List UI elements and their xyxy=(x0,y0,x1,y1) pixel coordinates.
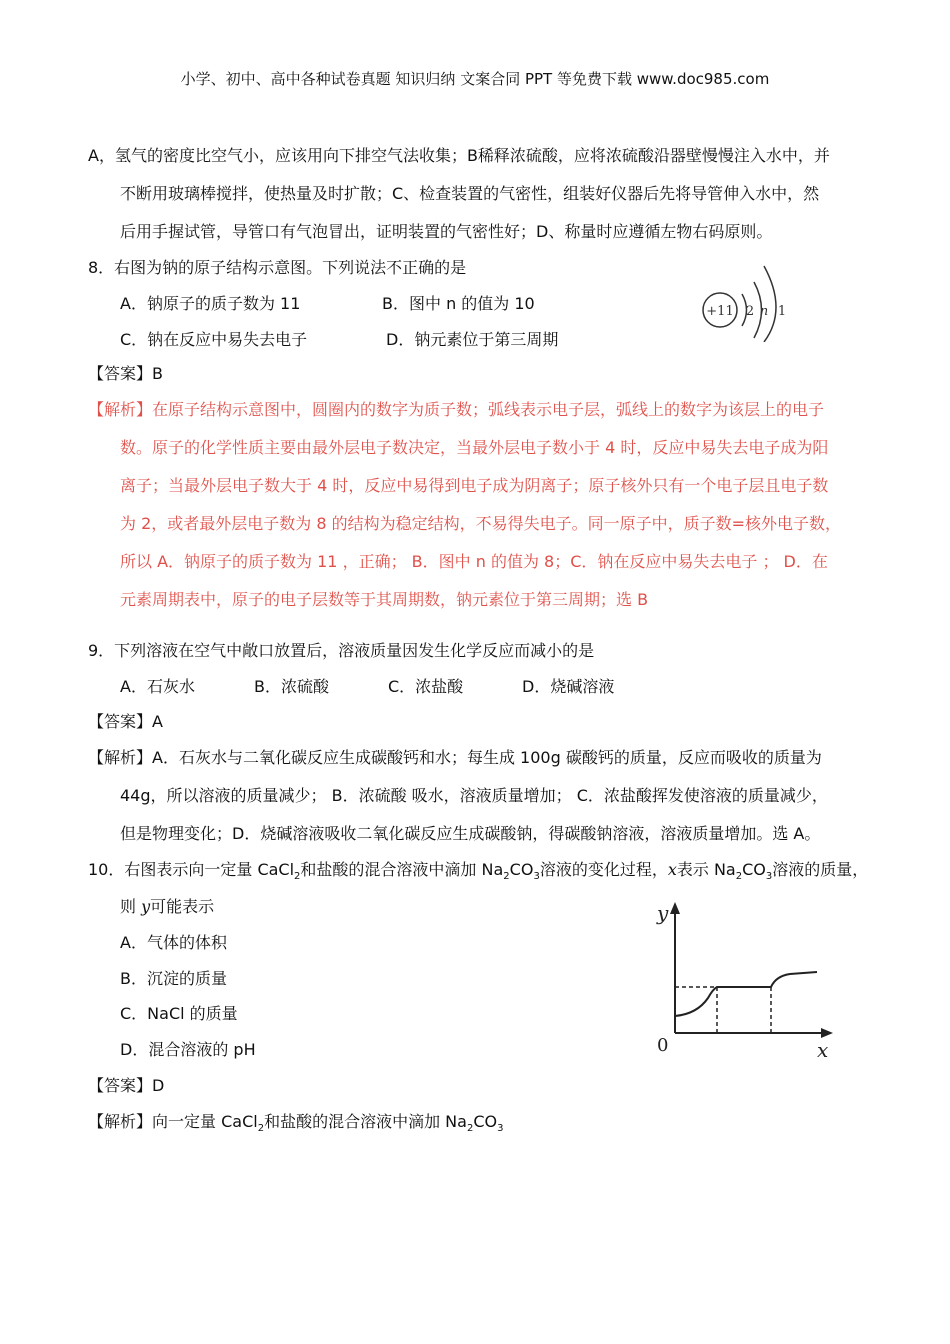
q10-option-d: D．混合溶液的 pH xyxy=(120,1040,256,1059)
q10-analysis-sub-2b: 2 xyxy=(466,1123,474,1135)
q10-stem-sub-2c: 2 xyxy=(735,871,743,883)
q10-option-a: A．气体的体积 xyxy=(120,933,227,952)
q10-stem-part-1: 10．右图表示向一定量 CaCl xyxy=(88,860,295,879)
q7-explanation-line-3: 后用手握试管，导管口有气泡冒出，证明装置的气密性好；D、称量时应遵循左物右码原则。 xyxy=(120,222,773,241)
q8-analysis-line-4: 为 2，或者最外层电子数为 8 的结构为稳定结构，不易得失电子。同一原子中，质子数=核外电子数， xyxy=(120,514,842,533)
y-axis-arrow xyxy=(670,902,680,914)
q10-stem-part-3: CO xyxy=(509,860,534,879)
q8-analysis-line-3: 离子；当最外层电子数大于 4 时，反应中易得到电子成为阴离子；原子核外只有一个电子层且电子数 xyxy=(120,476,829,495)
q8-option-a: A．钠原子的质子数为 11 xyxy=(120,294,301,313)
q9-answer: 【答案】A xyxy=(88,712,163,731)
q10-stem-line-1 xyxy=(88,860,868,887)
q10-stem-part-2: 和盐酸的混合溶液中滴加 Na xyxy=(300,860,504,879)
q10-stem-x-var: x xyxy=(667,860,677,879)
q7-explanation-line-2: 不断用玻璃棒搅拌，使热量及时扩散；C、检查装置的气密性，组装好仪器后先将导管伸入水中，然 xyxy=(120,184,820,203)
nucleus-label: +11 xyxy=(706,304,734,319)
sodium-atom-diagram xyxy=(698,262,798,342)
q10-stem-part-6: CO xyxy=(742,860,766,879)
q9-analysis-line-2: 44g，所以溶液的质量减少； B．浓硫酸 吸水，溶液质量增加； C．浓盐酸挥发使溶液的质量减少， xyxy=(120,786,828,805)
q10-analysis-part-3: CO xyxy=(473,1112,498,1131)
x-axis-label: x xyxy=(817,1038,829,1062)
q8-analysis-line-5: 所以 A．钠原子的质子数为 11 ，正确； B．图中 n 的值为 8；C．钠在反应中易失去电子 ； D．在 xyxy=(120,552,828,571)
q10-analysis-sub-2: 2 xyxy=(257,1123,265,1135)
q8-option-c: C．钠在反应中易失去电子 xyxy=(120,330,308,349)
q8-option-d: D．钠元素位于第三周期 xyxy=(386,330,559,349)
q8-analysis-line-6: 元素周期表中，原子的电子层数等于其周期数，钠元素位于第三周期；选 B xyxy=(120,590,649,609)
origin-label: 0 xyxy=(657,1035,669,1056)
q10-analysis-sub-3: 3 xyxy=(497,1123,504,1135)
q10-stem-part-5: 表示 Na xyxy=(676,860,736,879)
q8-option-b: B．图中 n 的值为 10 xyxy=(382,294,535,313)
q10-stem-sub-3: 3 xyxy=(533,871,540,883)
q10-stem-sub-2: 2 xyxy=(294,871,301,883)
shell-2-count: n xyxy=(759,304,769,319)
q10-analysis-line-1 xyxy=(88,1112,503,1139)
x-axis-arrow xyxy=(821,1028,833,1038)
q10-stem-sub-2b: 2 xyxy=(503,871,510,883)
page-header: 小学、初中、高中各种试卷真题 知识归纳 文案合同 PPT 等免费下载 www.doc985.com xyxy=(180,70,770,88)
q9-analysis-line-3: 但是物理变化；D．烧碱溶液吸收二氧化碳反应生成碳酸钠，得碳酸钠溶液，溶液质量增加。选 A。 xyxy=(120,824,821,843)
q8-stem: 8．右图为钠的原子结构示意图。下列说法不正确的是 xyxy=(88,258,467,277)
ph-curve xyxy=(675,972,817,1016)
q10-option-c: C．NaCl 的质量 xyxy=(120,1004,238,1023)
shell-1-count: 2 xyxy=(745,304,755,319)
q10-stem-sub-3b: 3 xyxy=(765,871,773,883)
q10-graph xyxy=(645,898,840,1063)
q10-analysis-part-1: 【解析】向一定量 CaCl xyxy=(88,1112,258,1131)
q10-stem-part-7: 溶液的质量， xyxy=(772,860,869,879)
q8-answer: 【答案】B xyxy=(88,364,163,383)
q10-stem-y-var: y xyxy=(141,897,151,916)
q10-answer: 【答案】D xyxy=(88,1076,165,1095)
q10-stem-part-8: 则 xyxy=(120,897,142,916)
q9-option-a: A．石灰水 xyxy=(120,677,195,696)
q10-stem-line-2 xyxy=(120,897,214,917)
q8-analysis-line-2: 数。原子的化学性质主要由最外层电子数决定，当最外层电子数小于 4 时，反应中易失去电子成为阳 xyxy=(120,438,829,457)
shell-3-count: 1 xyxy=(777,304,787,319)
q10-stem-part-4: 溶液的变化过程， xyxy=(539,860,668,879)
q8-analysis-line-1 xyxy=(88,400,824,420)
q9-option-b: B．浓硫酸 xyxy=(254,677,329,696)
q8-analysis-tag: 【解析】 xyxy=(88,400,153,419)
y-axis-label: y xyxy=(657,901,669,925)
q10-stem-part-9: 可能表示 xyxy=(150,897,215,916)
q9-stem: 9．下列溶液在空气中敞口放置后，溶液质量因发生化学反应而减小的是 xyxy=(88,641,595,660)
q9-option-d: D．烧碱溶液 xyxy=(522,677,615,696)
q10-option-b: B．沉淀的质量 xyxy=(120,969,227,988)
q9-analysis-line-1: 【解析】A．石灰水与二氧化碳反应生成碳酸钙和水；每生成 100g 碳酸钙的质量，反应而吸收的质量为 xyxy=(88,748,822,767)
q10-analysis-part-2: 和盐酸的混合溶液中滴加 Na xyxy=(264,1112,467,1131)
q7-explanation-line-1: A，氢气的密度比空气小，应该用向下排空气法收集；B稀释浓硫酸，应将浓硫酸沿器壁慢慢注入水中，并 xyxy=(88,146,830,165)
q9-option-c: C．浓盐酸 xyxy=(388,677,464,696)
q8-analysis-text-1: 在原子结构示意图中，圆圈内的数字为质子数；弧线表示电子层，弧线上的数字为该层上的电子 xyxy=(152,400,825,419)
